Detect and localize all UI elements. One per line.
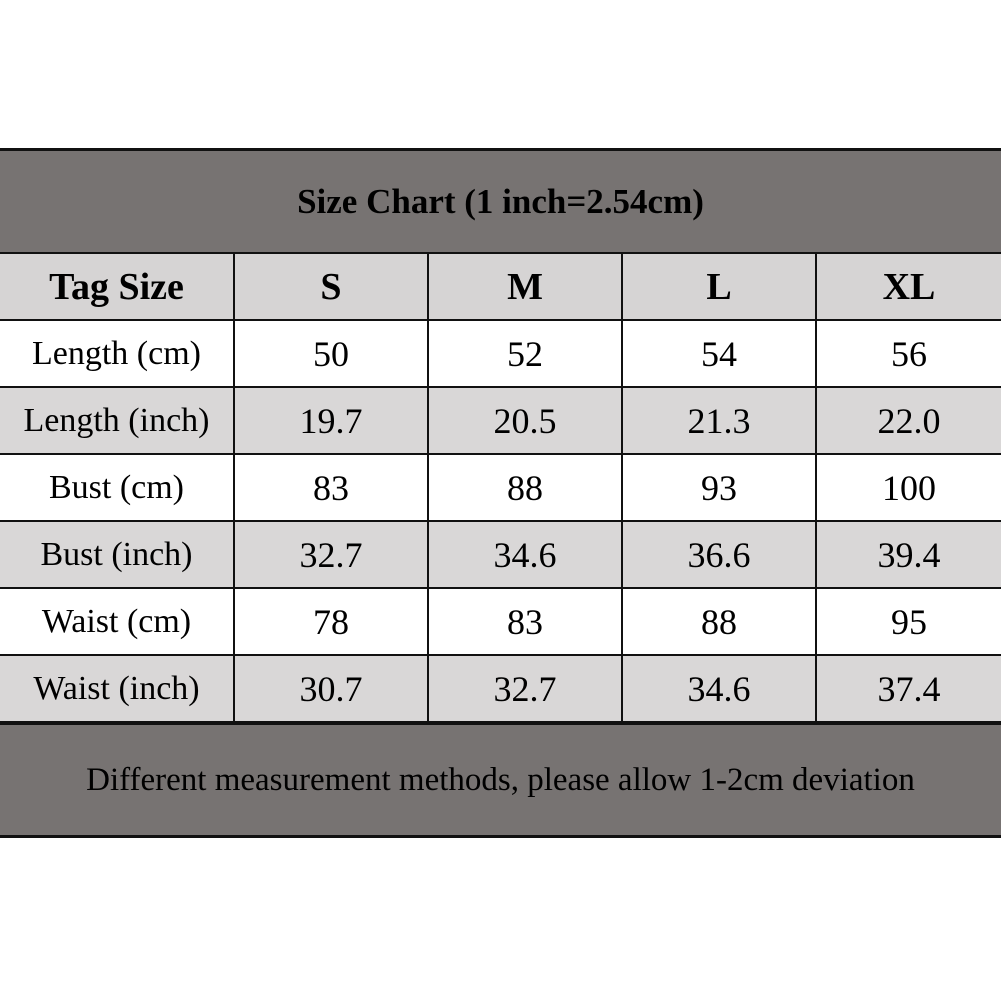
value-cell: 56	[816, 320, 1001, 387]
table-row	[0, 655, 1001, 722]
row-label: Bust (inch)	[0, 521, 234, 588]
footer-note: Different measurement methods, please allow 1-2cm deviation	[0, 723, 1001, 835]
table-row	[0, 320, 1001, 387]
table-row	[0, 454, 1001, 521]
value-cell: 100	[816, 454, 1001, 521]
value-cell: 37.4	[816, 655, 1001, 722]
value-cell: 88	[428, 454, 622, 521]
chart-title: Size Chart (1 inch=2.54cm)	[0, 151, 1001, 254]
row-label: Waist (cm)	[0, 588, 234, 655]
value-cell: 34.6	[622, 655, 816, 722]
row-label: Waist (inch)	[0, 655, 234, 722]
header-cell: M	[428, 254, 622, 320]
value-cell: 88	[622, 588, 816, 655]
row-label: Length (inch)	[0, 387, 234, 454]
value-cell: 93	[622, 454, 816, 521]
value-cell: 50	[234, 320, 428, 387]
size-table	[0, 254, 1001, 723]
header-row	[0, 254, 1001, 320]
row-label: Bust (cm)	[0, 454, 234, 521]
value-cell: 19.7	[234, 387, 428, 454]
size-chart	[0, 148, 1001, 838]
value-cell: 21.3	[622, 387, 816, 454]
row-label: Length (cm)	[0, 320, 234, 387]
value-cell: 20.5	[428, 387, 622, 454]
value-cell: 52	[428, 320, 622, 387]
header-cell: L	[622, 254, 816, 320]
table-row	[0, 521, 1001, 588]
table-row	[0, 387, 1001, 454]
header-cell: Tag Size	[0, 254, 234, 320]
value-cell: 22.0	[816, 387, 1001, 454]
value-cell: 39.4	[816, 521, 1001, 588]
value-cell: 54	[622, 320, 816, 387]
value-cell: 83	[234, 454, 428, 521]
value-cell: 36.6	[622, 521, 816, 588]
table-row	[0, 588, 1001, 655]
value-cell: 32.7	[234, 521, 428, 588]
header-cell: XL	[816, 254, 1001, 320]
value-cell: 30.7	[234, 655, 428, 722]
value-cell: 95	[816, 588, 1001, 655]
value-cell: 83	[428, 588, 622, 655]
value-cell: 34.6	[428, 521, 622, 588]
value-cell: 78	[234, 588, 428, 655]
value-cell: 32.7	[428, 655, 622, 722]
header-cell: S	[234, 254, 428, 320]
